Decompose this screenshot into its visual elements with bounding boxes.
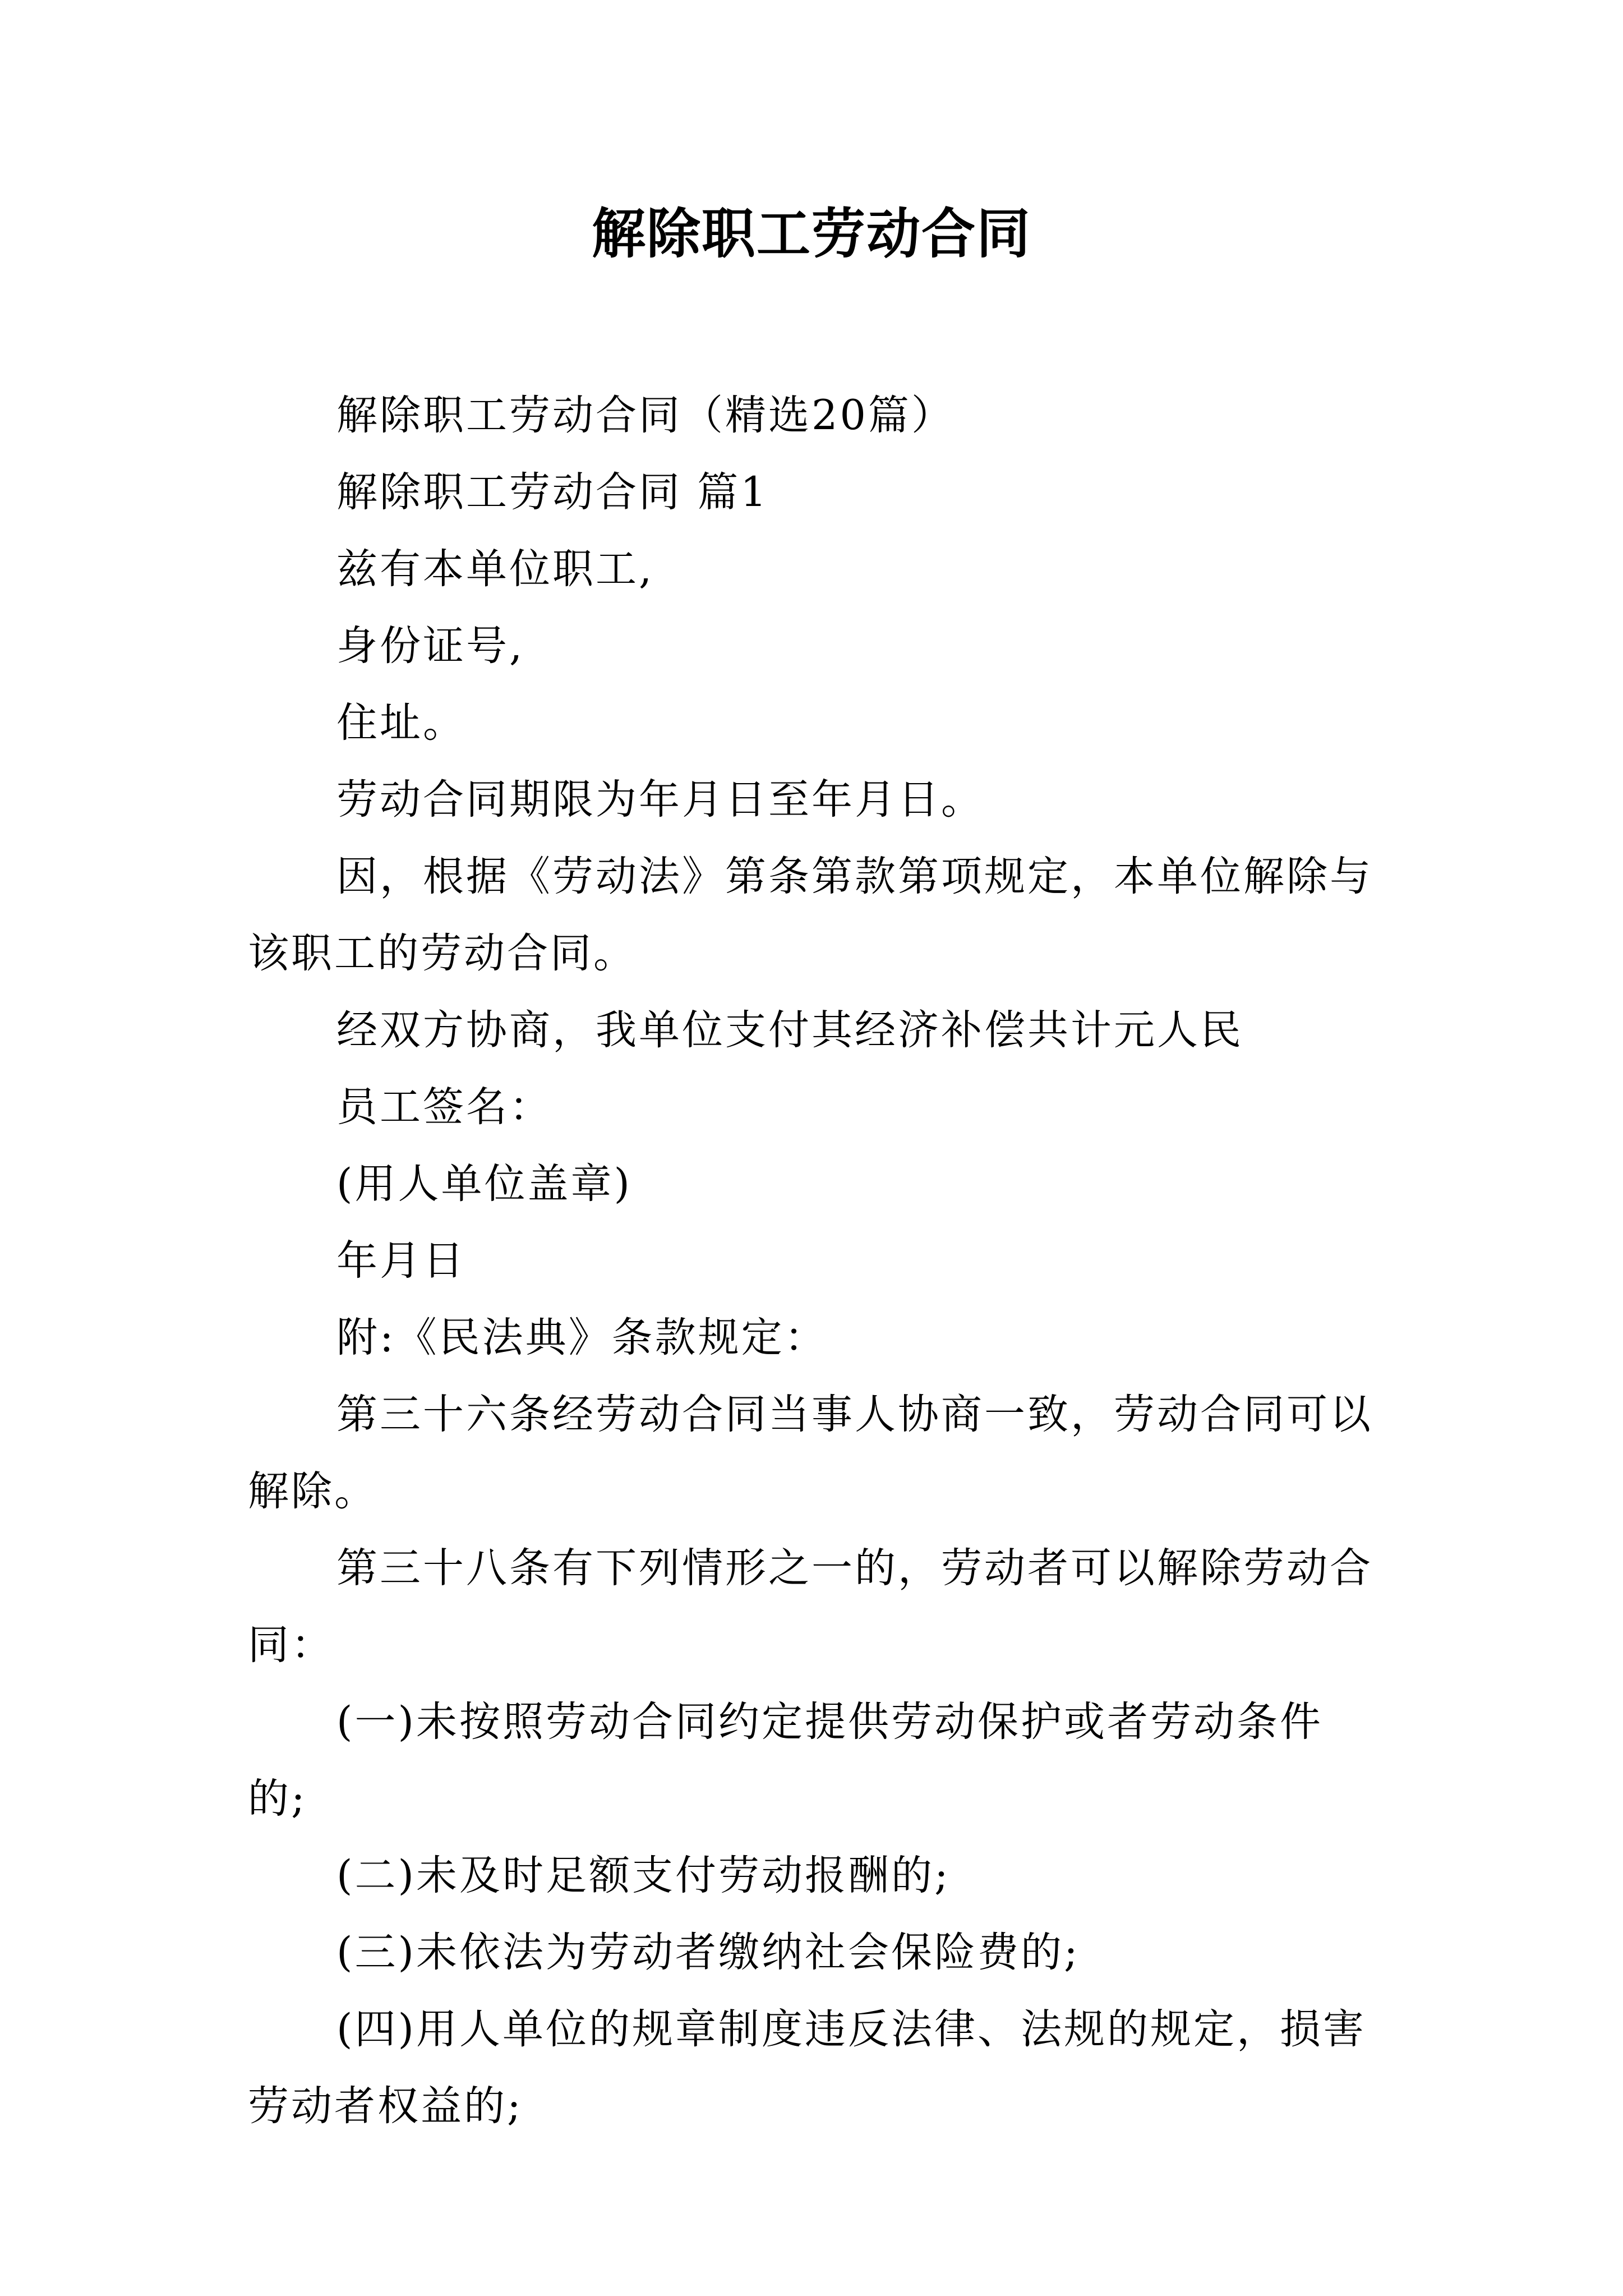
- paragraph-article-36: 第三十六条经劳动合同当事人协商一致，劳动合同可以解除。: [248, 1391, 1373, 1515]
- document-body: [248, 377, 1381, 2145]
- paragraph-contract-term: 劳动合同期限为年月日至年月日。: [336, 776, 984, 823]
- paragraph-item-1: (一)未按照劳动合同约定提供劳动保护或者劳动条件的;: [248, 1698, 1323, 1823]
- paragraph-item-2: (二)未及时足额支付劳动报酬的;: [336, 1852, 951, 1899]
- paragraph-compensation: 经双方协商，我单位支付其经济补偿共计元人民: [336, 1006, 1243, 1054]
- paragraph-address: 住址。: [336, 699, 466, 747]
- paragraph-employer-seal: (用人单位盖章): [336, 1160, 632, 1208]
- paragraph-item-4: (四)用人单位的规章制度违反法律、法规的规定，损害劳动者权益的;: [248, 2005, 1366, 2130]
- paragraph-employee: 兹有本单位职工,: [336, 545, 654, 593]
- paragraph-id-number: 身份证号,: [336, 622, 525, 670]
- paragraph-appendix: 附:《民法典》条款规定：: [336, 1314, 828, 1361]
- document-title: 解除职工劳动合同: [592, 202, 1031, 265]
- paragraph-termination-reason: 因，根据《劳动法》第条第款第项规定，本单位解除与该职工的劳动合同。: [248, 853, 1373, 977]
- paragraph-employee-signature: 员工签名：: [336, 1083, 552, 1131]
- paragraph-item-3: (三)未依法为劳动者缴纳社会保险费的;: [336, 1929, 1080, 1976]
- paragraph-collection-title: 解除职工劳动合同（精选20篇）: [336, 392, 955, 439]
- paragraph-section-heading: 解除职工劳动合同 篇1: [336, 468, 769, 516]
- paragraph-date: 年月日: [336, 1237, 466, 1285]
- paragraph-article-38: 第三十八条有下列情形之一的，劳动者可以解除劳动合同：: [248, 1544, 1373, 1669]
